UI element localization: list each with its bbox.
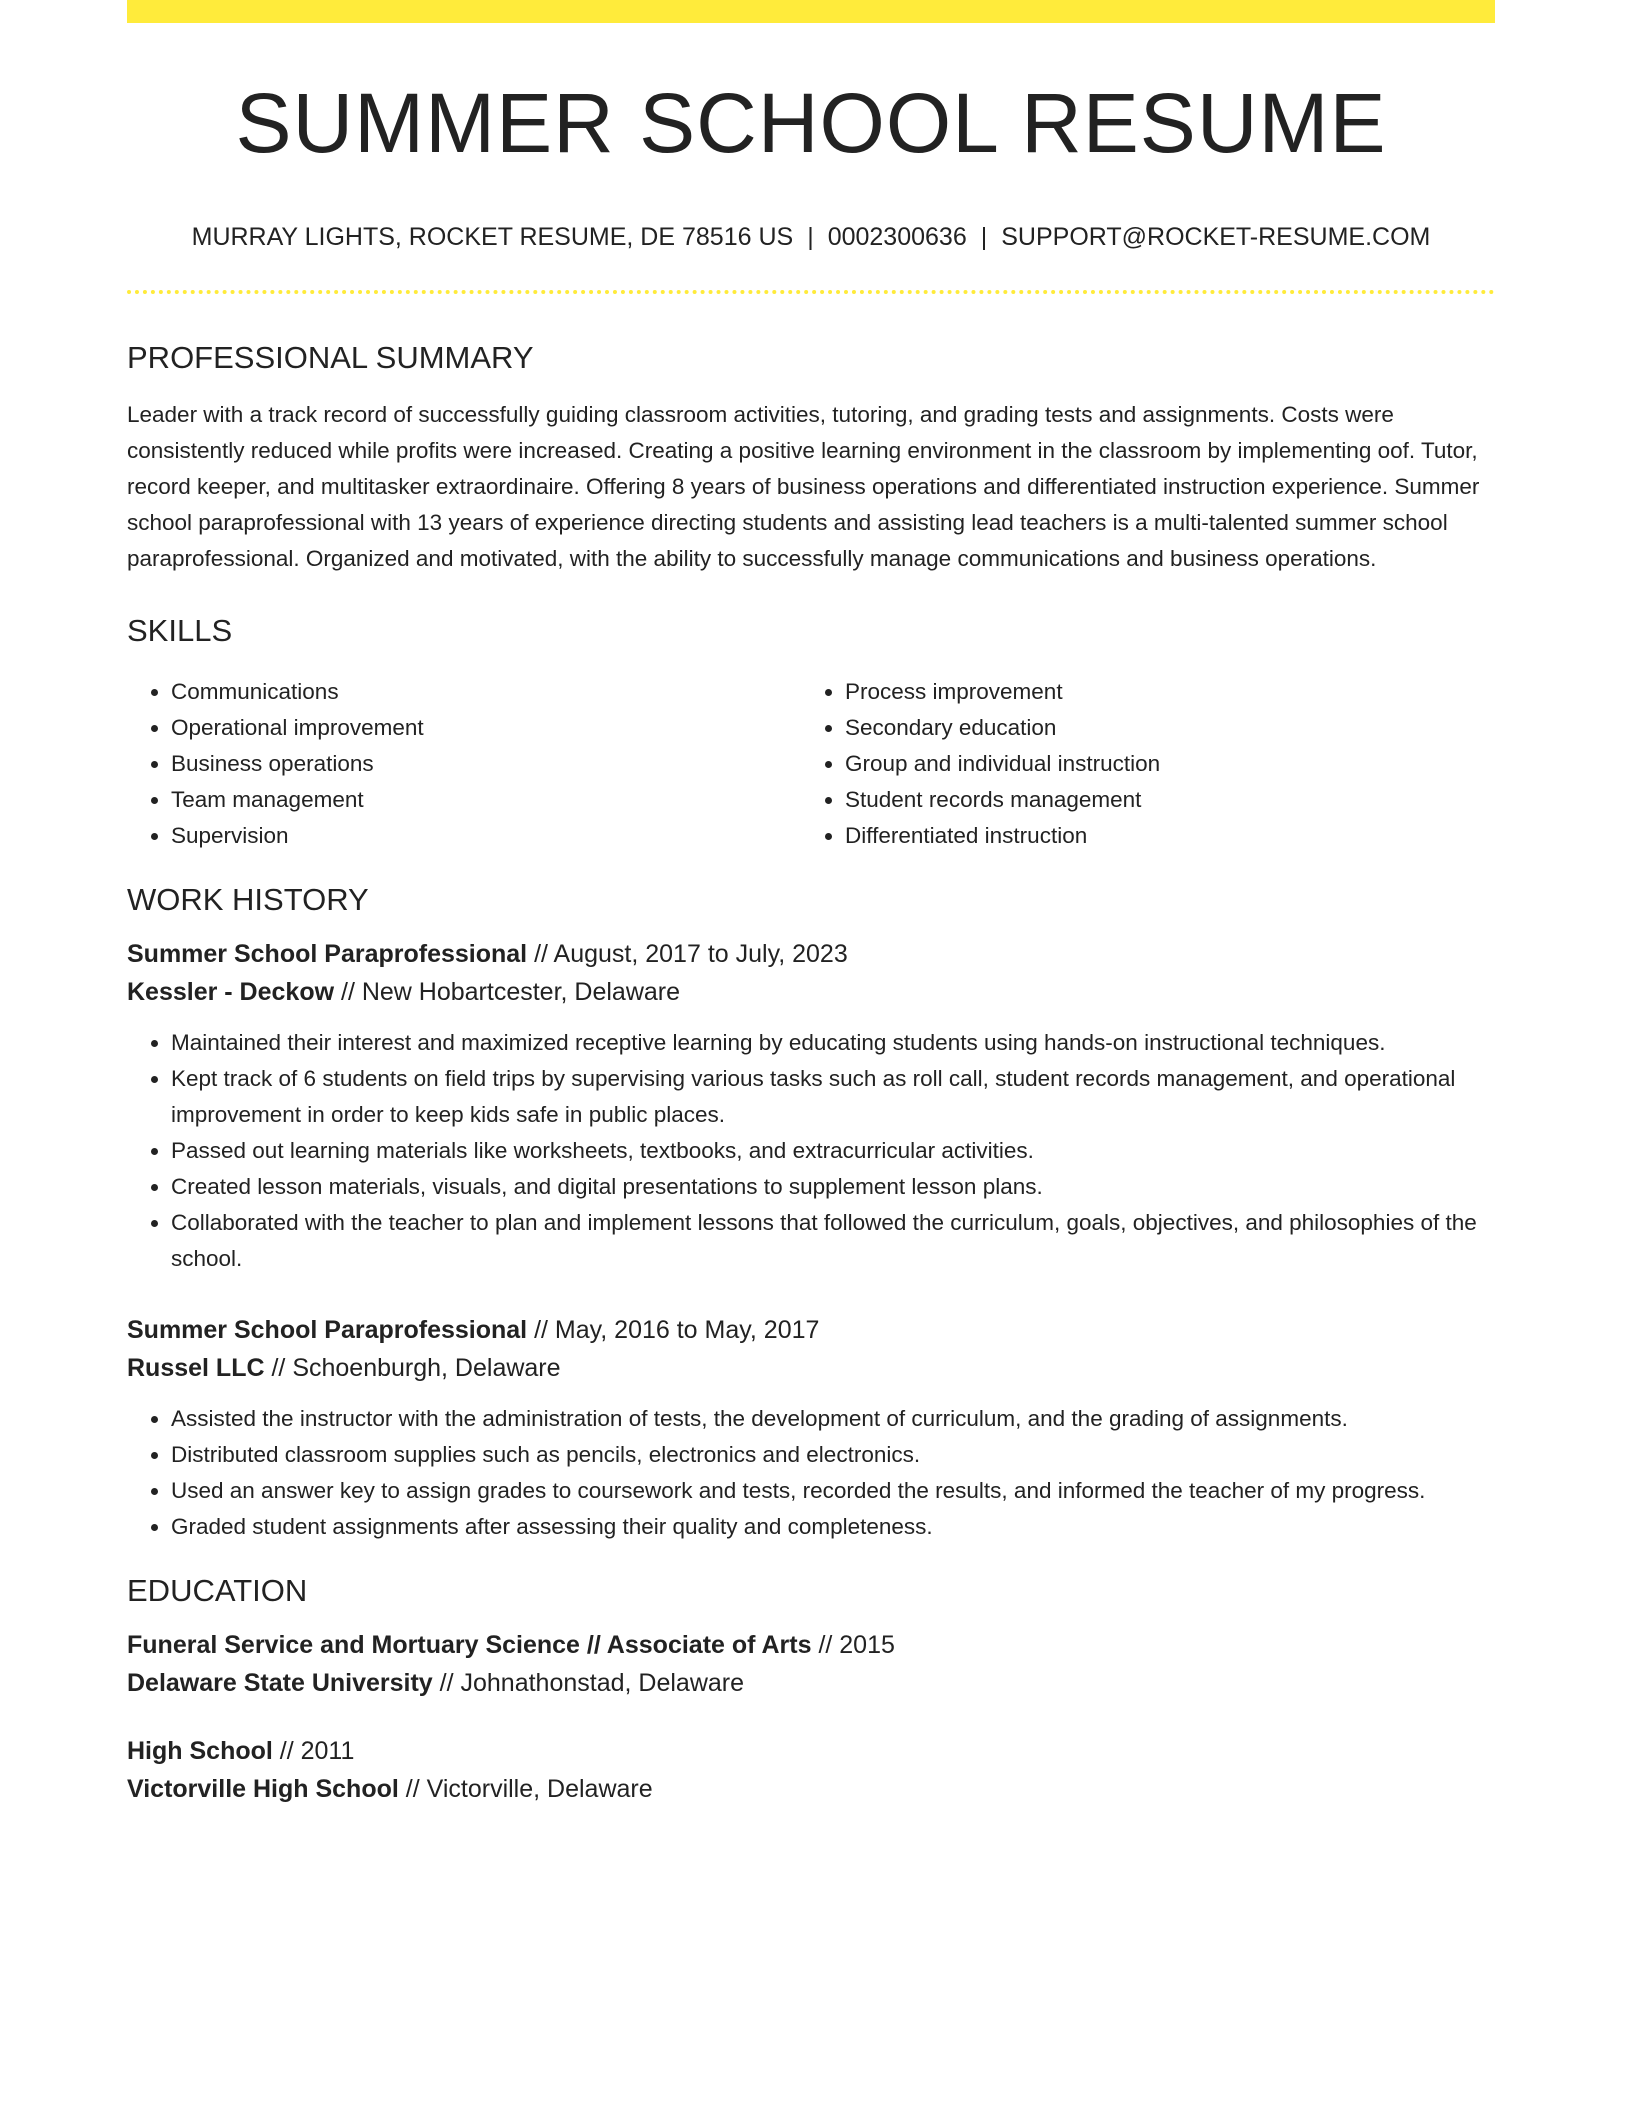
education-school-line — [127, 1770, 1495, 1808]
job-title-line — [127, 935, 1495, 973]
skill-item: • Team management — [171, 782, 801, 818]
education-degree-line — [127, 1732, 1495, 1770]
education-school: Victorville High School — [127, 1775, 399, 1803]
skill-item: • Differentiated instruction — [845, 818, 1475, 854]
skill-item: • Secondary education — [845, 710, 1475, 746]
skill-item: • Group and individual instruction — [845, 746, 1475, 782]
education-degree-line — [127, 1626, 1495, 1664]
skill-item: • Communications — [171, 674, 801, 710]
skill-item: • Operational improvement — [171, 710, 801, 746]
contact-separator: | — [980, 223, 988, 251]
education-year: // 2011 — [272, 1737, 355, 1765]
skill-item: • Student records management — [845, 782, 1475, 818]
education-entry — [127, 1732, 1495, 1808]
job-title: Summer School Paraprofessional — [127, 1316, 528, 1344]
summary-heading: PROFESSIONAL SUMMARY — [127, 340, 534, 375]
skills-heading: SKILLS — [127, 613, 233, 648]
education-degree: High School — [127, 1737, 273, 1765]
list-item: • Assisted the instructor with the administration of tests, the development of curriculum, and the grading of assignments. — [171, 1401, 1495, 1437]
list-item: • Collaborated with the teacher to plan and implement lessons that followed the curriculum, goals, objectives, and philosophies of the school. — [171, 1205, 1495, 1277]
skills-column-right — [801, 674, 1475, 854]
job-company: Russel LLC — [127, 1354, 265, 1382]
job-bullets — [127, 1025, 1495, 1277]
education-heading: EDUCATION — [127, 1573, 308, 1608]
dotted-divider — [127, 290, 1495, 294]
contact-address: MURRAY LIGHTS, ROCKET RESUME, DE 78516 US — [191, 223, 794, 251]
job-bullets — [127, 1401, 1495, 1545]
job-company: Kessler - Deckow — [127, 978, 335, 1006]
job-company-line — [127, 973, 1495, 1011]
job-title-line — [127, 1311, 1495, 1349]
job-location: // Schoenburgh, Delaware — [264, 1354, 561, 1382]
job-location: // New Hobartcester, Delaware — [334, 978, 681, 1006]
contact-line — [127, 225, 1495, 250]
list-item: • Graded student assignments after assessing their quality and completeness. — [171, 1509, 1495, 1545]
job-entry — [127, 1311, 1495, 1545]
job-title: Summer School Paraprofessional — [127, 940, 528, 968]
summary-text: Leader with a track record of successfully guiding classroom activities, tutoring, and grading tests and assignments. Costs were consistently reduced while profits were increased. Creating a positive learning environment in the classroom by implementing oof. Tutor, record keeper, and multitasker extraordinaire. Offering 8 years of business operations and differentiated instruction experience. Summer school paraprofessional with 13 years of experience directing students and assisting lead teachers is a multi-talented summer school paraprofessional. Organized and motivated, with the ability to successfully manage communications and business operations. — [127, 402, 1480, 571]
resume-title: SUMMER SCHOOL RESUME — [235, 76, 1387, 170]
job-company-line — [127, 1349, 1495, 1387]
job-dates: // August, 2017 to July, 2023 — [527, 940, 848, 968]
skills-list — [127, 674, 1495, 854]
contact-phone: 0002300636 — [827, 223, 967, 251]
skill-item: • Business operations — [171, 746, 801, 782]
list-item: • Maintained their interest and maximized receptive learning by educating students using hands-on instructional techniques. — [171, 1025, 1495, 1061]
list-item: • Created lesson materials, visuals, and digital presentations to supplement lesson plans. — [171, 1169, 1495, 1205]
education-location: // Victorville, Delaware — [398, 1775, 653, 1803]
job-entry — [127, 935, 1495, 1277]
education-year: // 2015 — [811, 1631, 895, 1659]
job-dates: // May, 2016 to May, 2017 — [527, 1316, 820, 1344]
skills-column-left — [127, 674, 801, 854]
education-school: Delaware State University — [127, 1669, 433, 1697]
accent-bar — [127, 0, 1495, 23]
list-item: • Kept track of 6 students on field trips by supervising various tasks such as roll call, student records management, and operational improvement in order to keep kids safe in public places. — [171, 1061, 1495, 1133]
education-location: // Johnathonstad, Delaware — [432, 1669, 745, 1697]
list-item: • Used an answer key to assign grades to coursework and tests, recorded the results, and informed the teacher of my progress. — [171, 1473, 1495, 1509]
contact-separator: | — [807, 223, 814, 251]
contact-email: SUPPORT@ROCKET-RESUME.COM — [1001, 223, 1431, 251]
resume-page — [127, 0, 1495, 1808]
skill-item: • Process improvement — [845, 674, 1475, 710]
work-history-heading: WORK HISTORY — [127, 882, 369, 917]
skill-item: • Supervision — [171, 818, 801, 854]
education-degree: Funeral Service and Mortuary Science // Associate of Arts — [127, 1631, 812, 1659]
education-school-line — [127, 1664, 1495, 1702]
list-item: • Passed out learning materials like worksheets, textbooks, and extracurricular activities. — [171, 1133, 1495, 1169]
education-entry — [127, 1626, 1495, 1702]
list-item: • Distributed classroom supplies such as pencils, electronics and electronics. — [171, 1437, 1495, 1473]
